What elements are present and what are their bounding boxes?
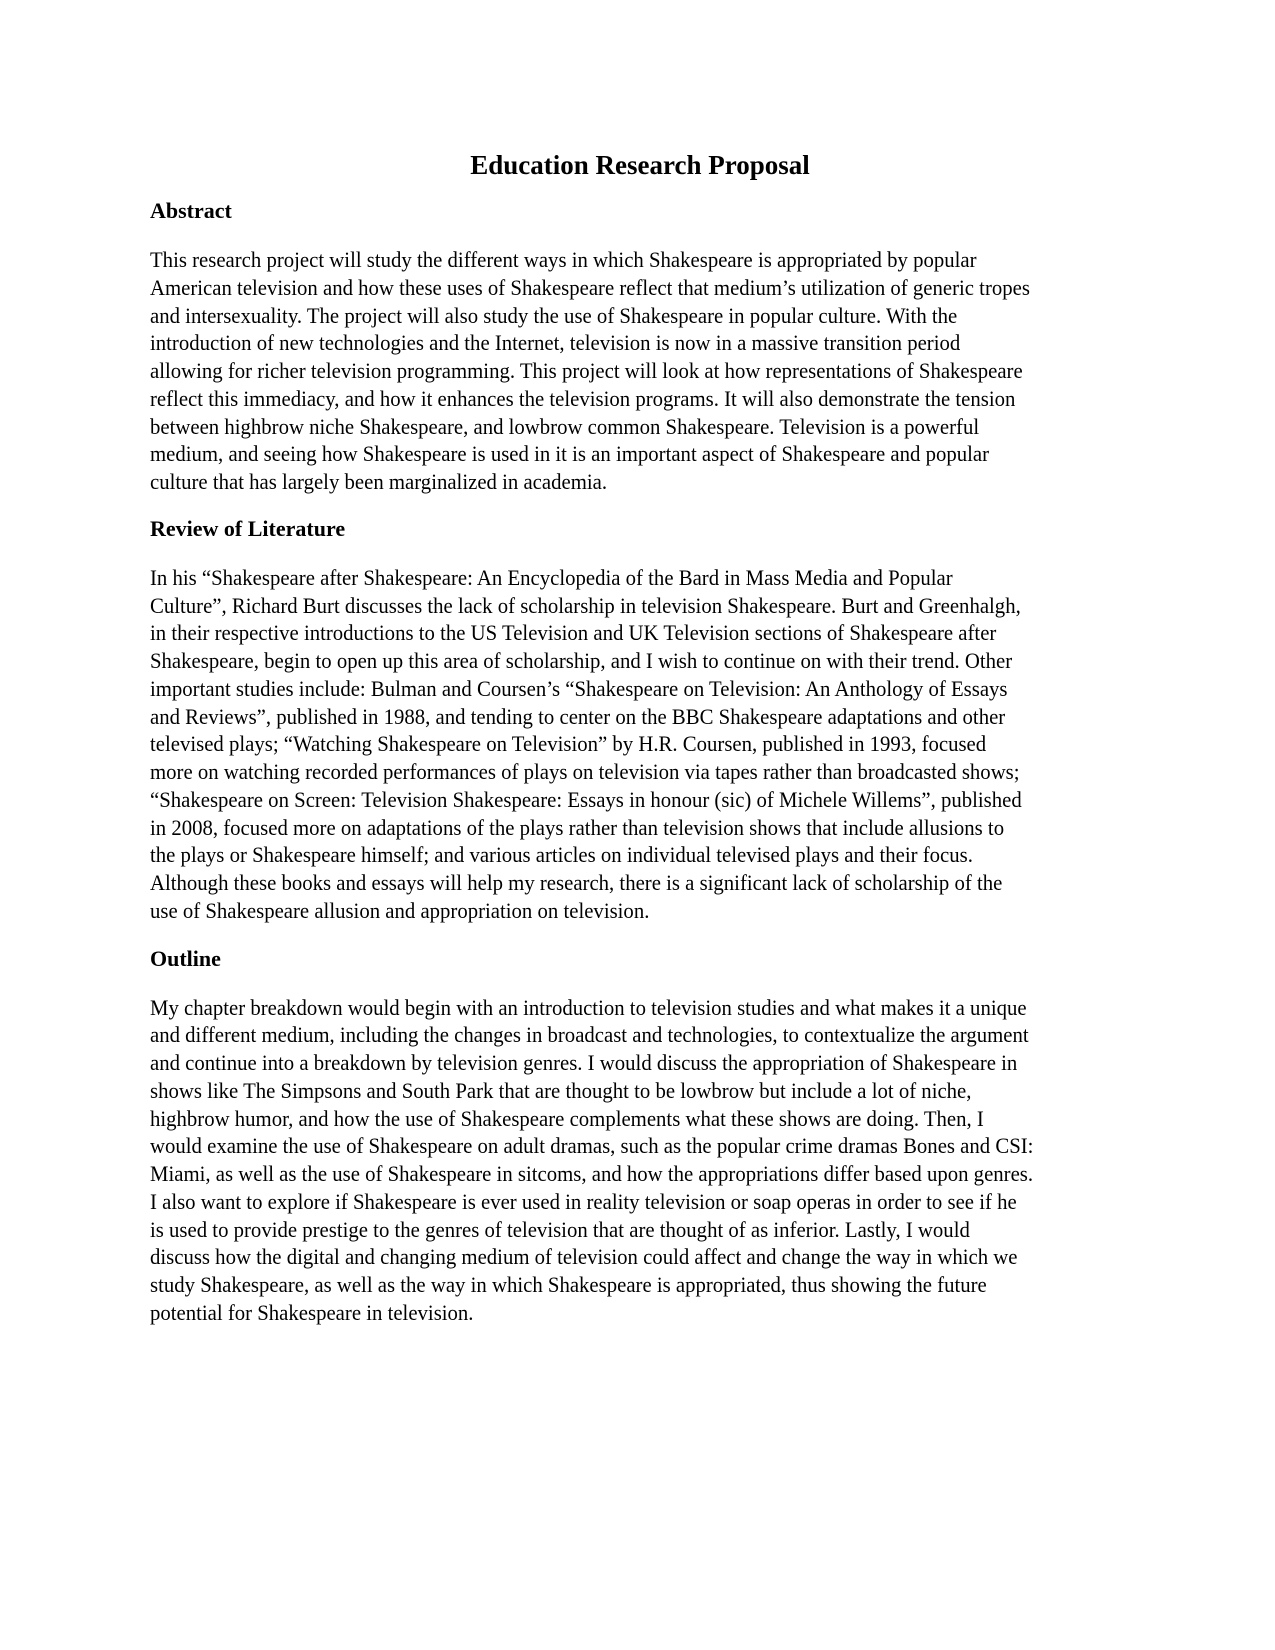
- paragraph-line: and Reviews”, published in 1988, and tending to center on the BBC Shakespeare adaptations and other: [150, 703, 1006, 729]
- paragraph-line: Shakespeare, begin to open up this area of scholarship, and I wish to continue on with their trend. Other: [150, 648, 1013, 673]
- document-title: Education Research Proposal: [470, 150, 810, 180]
- paragraph-line: and different medium, including the changes in broadcast and technologies, to contextualize the argument: [150, 1022, 1029, 1048]
- outline-heading: Outline: [150, 945, 221, 971]
- paragraph-line: important studies include: Bulman and Coursen’s “Shakespeare on Television: An Anthology of Essays: [150, 675, 1008, 701]
- paragraph-line: This research project will study the different ways in which Shakespeare is appropriated by popular: [150, 247, 977, 272]
- paragraph-line: introduction of new technologies and the Internet, television is now in a massive transition period: [150, 330, 961, 356]
- paragraph-line: Culture”, Richard Burt discusses the lack of scholarship in television Shakespeare. Burt and Greenhalgh,: [150, 592, 1021, 618]
- outline-paragraph: [150, 994, 1130, 1327]
- paragraph-line: would examine the use of Shakespeare on adult dramas, such as the popular crime dramas Bones and CSI:: [150, 1133, 1034, 1159]
- paragraph-line: and intersexuality. The project will also study the use of Shakespeare in popular culture. With the: [150, 302, 958, 328]
- paragraph-line: televised plays; “Watching Shakespeare on Television” by H.R. Coursen, published in 1993, focused: [150, 731, 987, 757]
- paragraph-line: highbrow humor, and how the use of Shakespeare complements what these shows are doing. Then, I: [150, 1105, 984, 1131]
- paragraph-line: potential for Shakespeare in television.: [150, 1299, 474, 1325]
- paragraph-line: medium, and seeing how Shakespeare is used in it is an important aspect of Shakespeare and popular: [150, 441, 990, 467]
- paragraph-line: “Shakespeare on Screen: Television Shakespeare: Essays in honour (sic) of Michele Willems”, published: [150, 786, 1022, 812]
- paragraph-line: Miami, as well as the use of Shakespeare in sitcoms, and how the appropriations differ based upon genres.: [150, 1161, 1034, 1186]
- review-of-literature-heading: Review of Literature: [150, 515, 346, 541]
- paragraph-line: in their respective introductions to the US Television and UK Television sections of Shakespeare after: [150, 620, 997, 646]
- paragraph-line: and continue into a breakdown by television genres. I would discuss the appropriation of Shakespeare in: [150, 1050, 1018, 1075]
- paragraph-line: allowing for richer television programming. This project will look at how representations of Shakespeare: [150, 358, 1023, 383]
- paragraph-line: discuss how the digital and changing medium of television could affect and change the way in which we: [150, 1244, 1018, 1270]
- paragraph-line: culture that has largely been marginalized in academia.: [150, 469, 608, 494]
- paragraph-line: American television and how these uses of Shakespeare reflect that medium’s utilization of generic tropes: [150, 274, 1030, 300]
- paragraph-line: in 2008, focused more on adaptations of the plays rather than television shows that include allusions to: [150, 814, 1005, 840]
- paragraph-line: Although these books and essays will help my research, there is a significant lack of scholarship of the: [150, 870, 1003, 895]
- paragraph-line: the plays or Shakespeare himself; and various articles on individual televised plays and their focus.: [150, 842, 973, 868]
- paragraph-line: My chapter breakdown would begin with an introduction to television studies and what makes it a unique: [150, 994, 1027, 1020]
- paragraph-line: study Shakespeare, as well as the way in which Shakespeare is appropriated, thus showing the future: [150, 1272, 987, 1297]
- paragraph-line: I also want to explore if Shakespeare is ever used in reality television or soap operas in order to see if he: [150, 1188, 1017, 1214]
- paragraph-line: between highbrow niche Shakespeare, and lowbrow common Shakespeare. Television is a powerful: [150, 413, 980, 439]
- paragraph-line: reflect this immediacy, and how it enhances the television programs. It will also demonstrate the tension: [150, 385, 1016, 411]
- document-page: [150, 145, 1130, 1327]
- paragraph-line: more on watching recorded performances of plays on television via tapes rather than broadcasted shows;: [150, 759, 1020, 784]
- paragraph-line: is used to provide prestige to the genres of television that are thought of as inferior. Lastly, I would: [150, 1216, 970, 1242]
- abstract-paragraph: [150, 246, 1130, 496]
- abstract-heading: Abstract: [150, 198, 232, 223]
- paragraph-line: use of Shakespeare allusion and appropriation on television.: [150, 897, 650, 923]
- paragraph-line: In his “Shakespeare after Shakespeare: An Encyclopedia of the Bard in Mass Media and Popular: [150, 564, 953, 590]
- review-of-literature-paragraph: [150, 564, 1130, 925]
- paragraph-line: shows like The Simpsons and South Park that are thought to be lowbrow but include a lot of niche,: [150, 1077, 972, 1103]
